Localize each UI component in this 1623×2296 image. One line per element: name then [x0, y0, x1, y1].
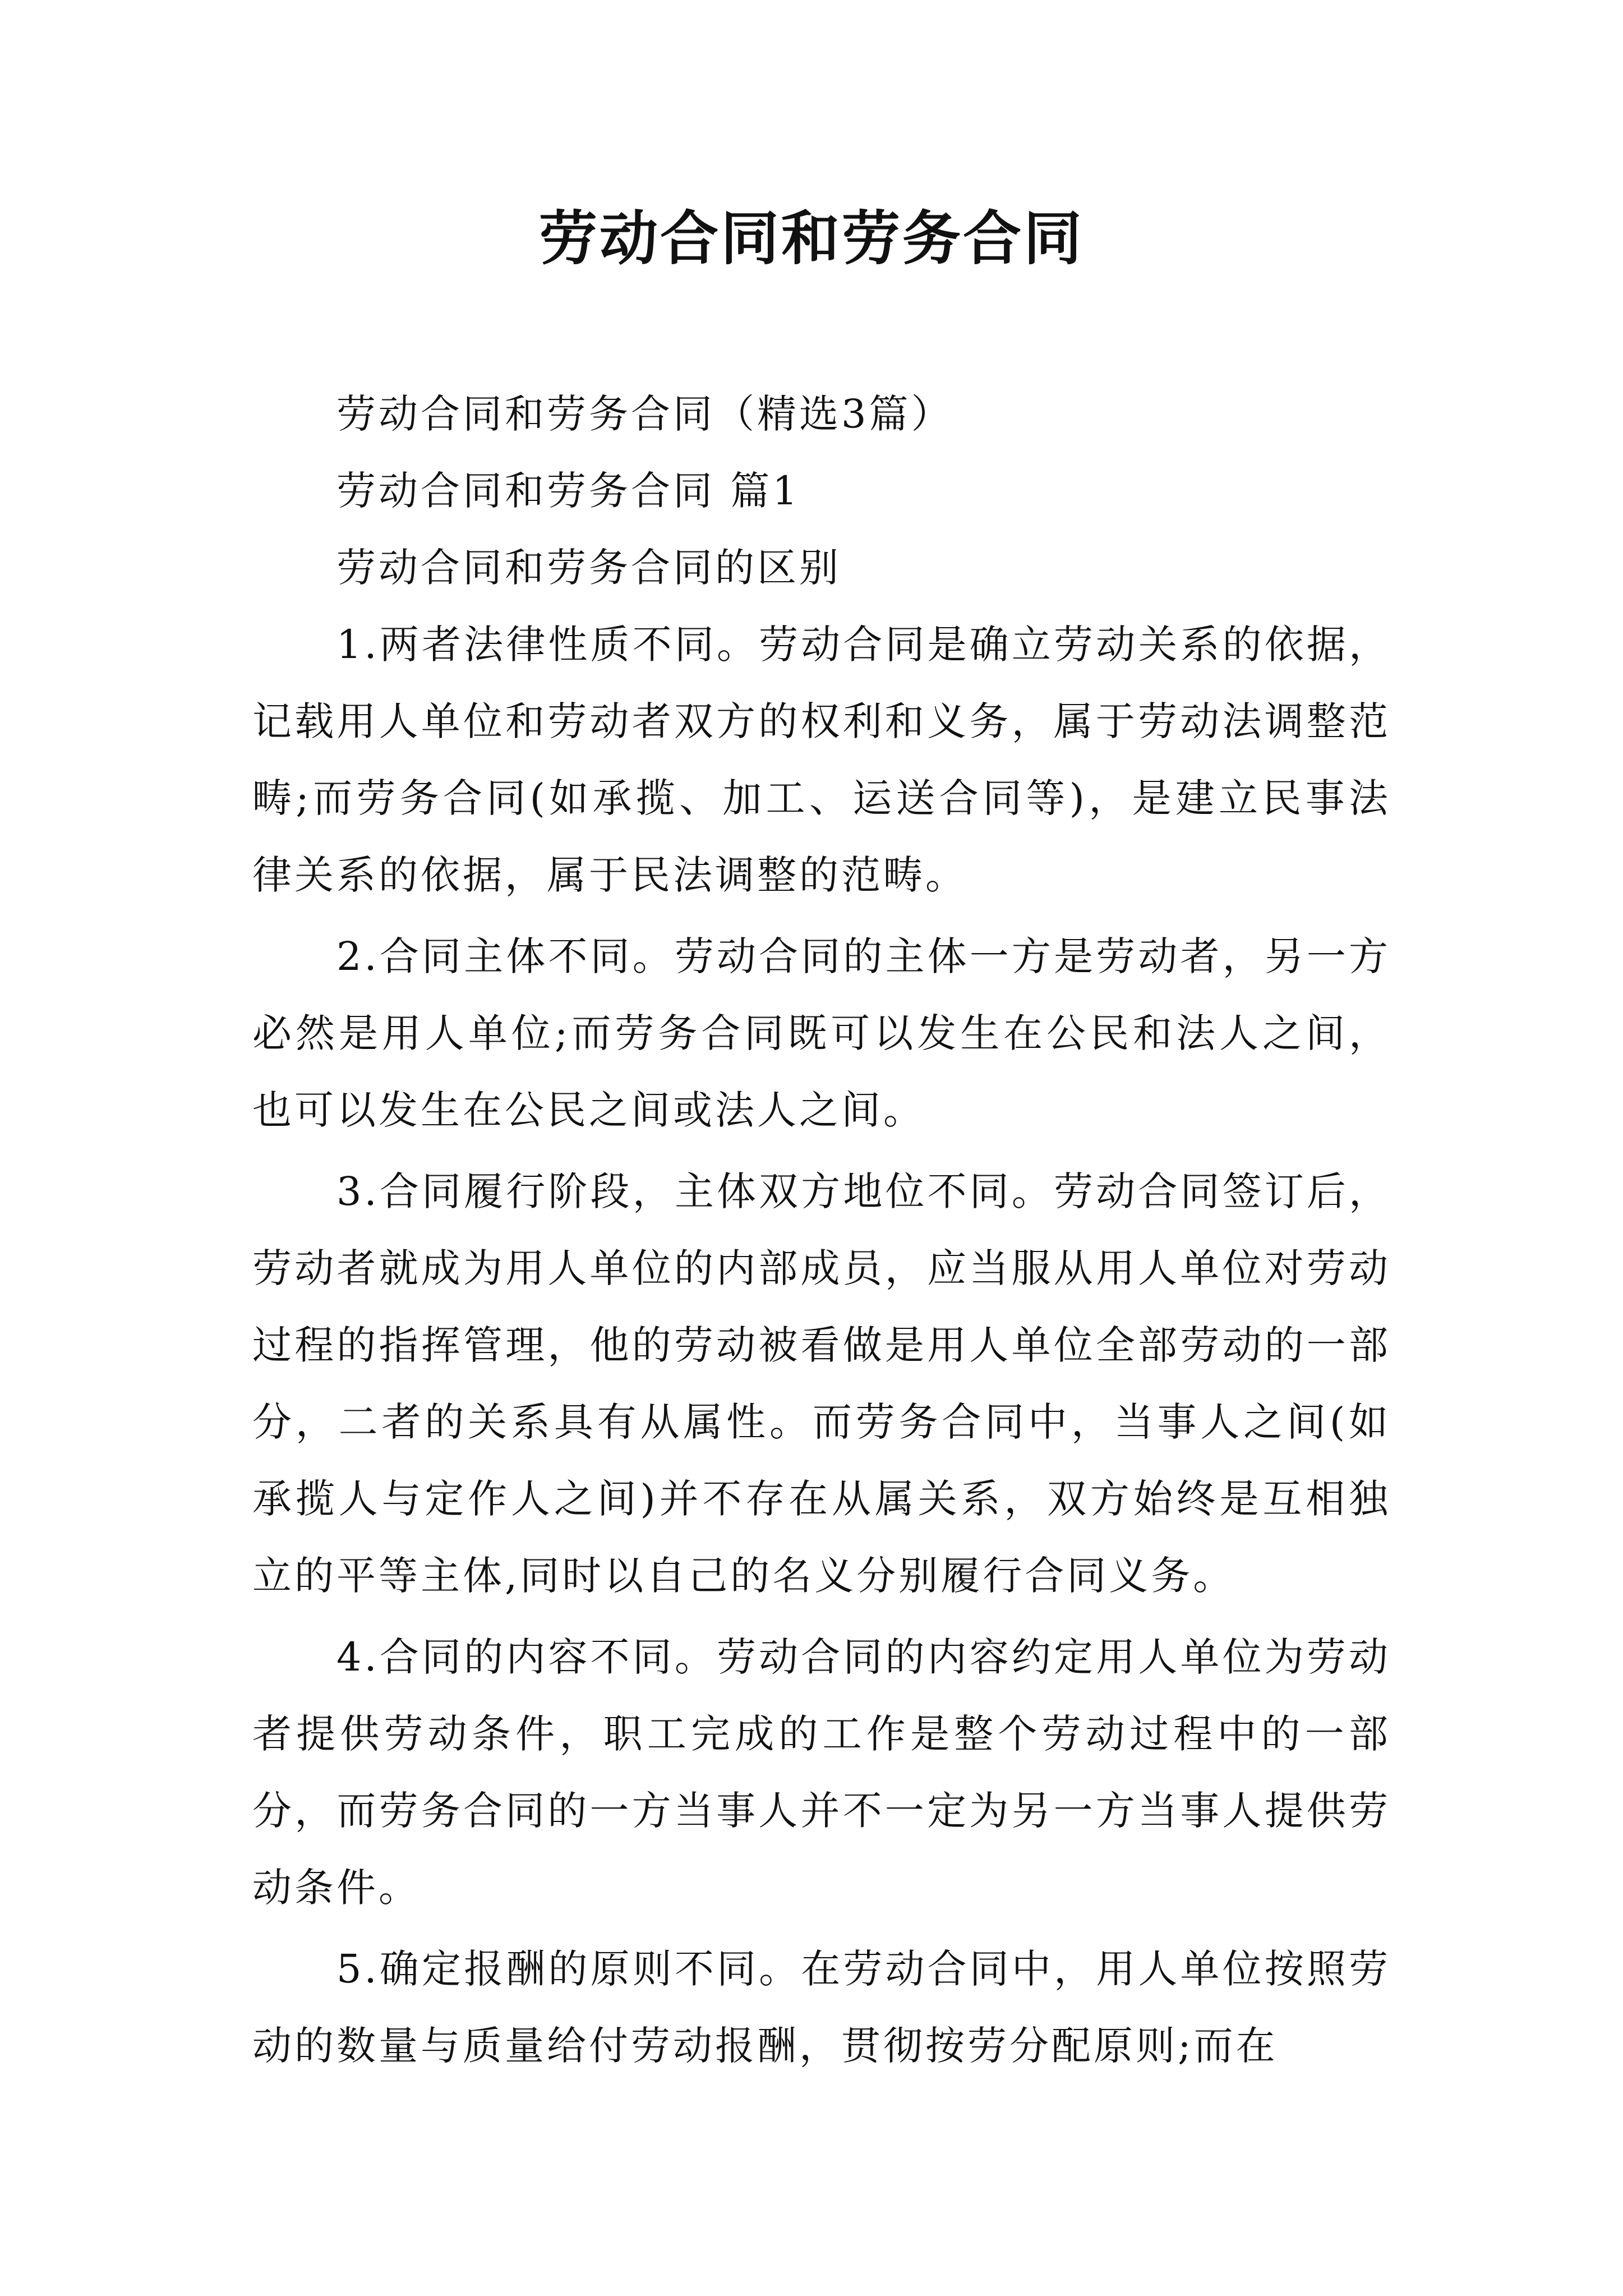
body-paragraph: 3.合同履行阶段，主体双方地位不同。劳动合同签订后，劳动者就成为用人单位的内部成员，应当服从用人单位对劳动过程的指挥管理，他的劳动被看做是用人单位全部劳动的一部分，二者的关系具有从属性。而劳务合同中，当事人之间(如承揽人与定作人之间)并不存在从属关系，双方始终是互相独立的平等主体,同时以自己的名义分别履行合同义务。 [252, 1168, 1391, 1599]
body-paragraph: 1.两者法律性质不同。劳动合同是确立劳动关系的依据，记载用人单位和劳动者双方的权利和义务，属于劳动法调整范畴;而劳务合同(如承揽、加工、运送合同等)，是建立民事法律关系的依据，属于民法调整的范畴。 [252, 622, 1391, 898]
body-paragraph: 5.确定报酬的原则不同。在劳动合同中，用人单位按照劳动的数量与质量给付劳动报酬，贯彻按劳分配原则;而在 [252, 1946, 1391, 2069]
section-heading: 劳动合同和劳务合同 篇1 [336, 468, 800, 514]
document-body [252, 376, 1391, 2085]
document-title: 劳动合同和劳务合同 [538, 204, 1084, 273]
subtitle-paragraph: 劳动合同和劳务合同（精选3篇） [336, 391, 953, 437]
body-paragraph: 2.合同主体不同。劳动合同的主体一方是劳动者，另一方必然是用人单位;而劳务合同既可以发生在公民和法人之间，也可以发生在公民之间或法人之间。 [252, 933, 1391, 1133]
section-subheading: 劳动合同和劳务合同的区别 [336, 545, 841, 591]
body-paragraph: 4.合同的内容不同。劳动合同的内容约定用人单位为劳动者提供劳动条件，职工完成的工作是整个劳动过程中的一部分，而劳务合同的一方当事人并不一定为另一方当事人提供劳动条件。 [252, 1634, 1391, 1911]
